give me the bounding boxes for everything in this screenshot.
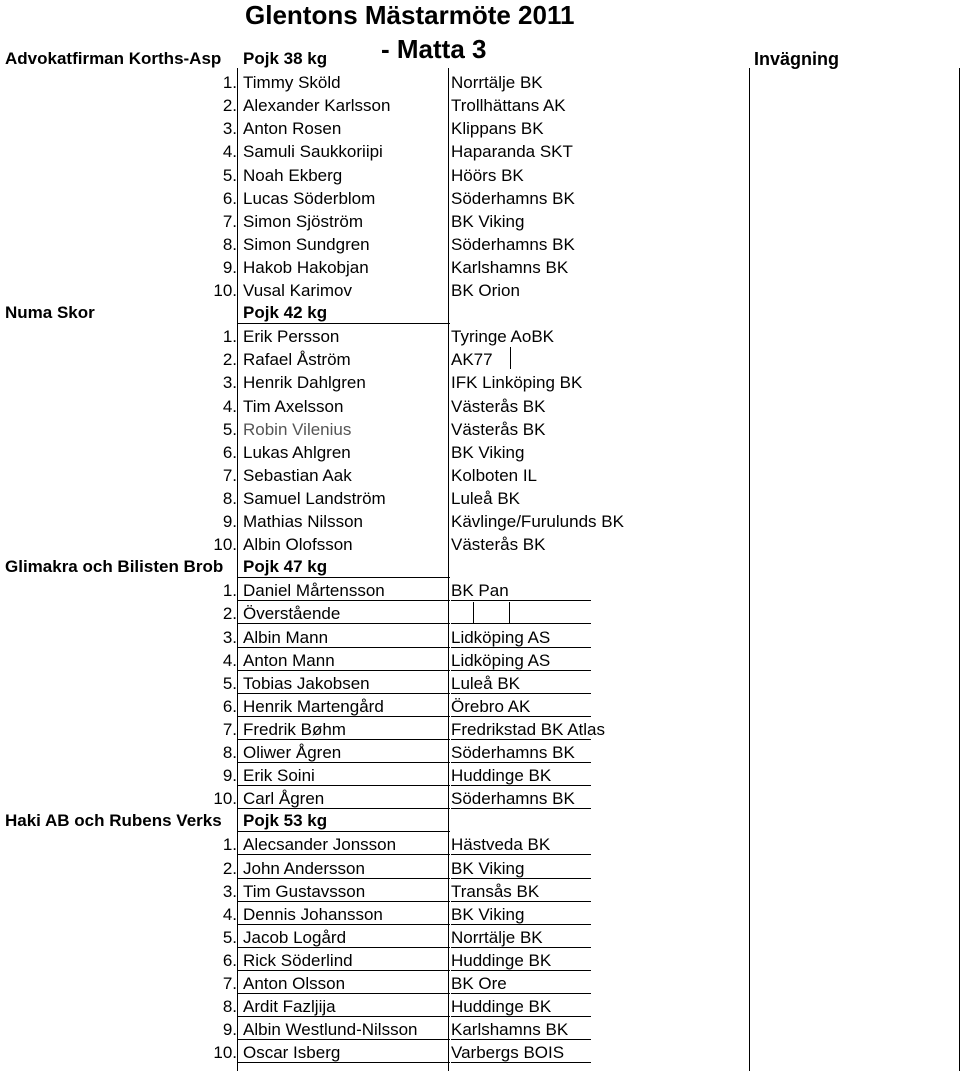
table-row [0, 717, 960, 740]
table-row [0, 879, 960, 902]
wrestler-name: Daniel Mårtensson [243, 581, 385, 601]
placement-number: 9. [222, 512, 237, 531]
grid-line [237, 68, 238, 1071]
wrestler-name: Mathias Nilsson [243, 512, 363, 531]
weight-class: Pojk 47 kg [243, 557, 328, 577]
club-name: BK Pan [451, 581, 509, 601]
placement-number: 9. [222, 1020, 237, 1040]
table-row [0, 740, 960, 763]
table-row [0, 440, 960, 463]
placement-number: 8. [222, 234, 237, 254]
placement-number: 7. [222, 719, 237, 739]
table-row [0, 186, 960, 209]
table-row [0, 70, 960, 93]
table-row [0, 417, 960, 440]
table-row [0, 948, 960, 971]
wrestler-name: Albin Olofsson [243, 535, 353, 555]
table-row [0, 763, 960, 786]
table-row [0, 278, 960, 301]
club-name: Söderhamns BK [451, 188, 575, 208]
placement-number: 1. [222, 327, 237, 347]
wrestler-name: Timmy Sköld [243, 73, 341, 93]
wrestler-name: Henrik Dahlgren [243, 373, 366, 393]
placement-number: 4. [222, 904, 237, 924]
table-row [0, 93, 960, 116]
wrestler-name: Rafael Åström [243, 350, 351, 370]
weight-class: Pojk 38 kg [243, 49, 328, 68]
table-row [0, 902, 960, 925]
placement-number: 5. [222, 927, 237, 947]
club-name: BK Viking [451, 858, 525, 878]
weight-class: Pojk 53 kg [243, 811, 328, 831]
club-name: BK Viking [451, 211, 525, 231]
placement-number: 10. [213, 1043, 237, 1063]
club-name: Västerås BK [451, 419, 546, 439]
cell-border [509, 602, 510, 624]
wrestler-name: Tobias Jakobsen [243, 673, 370, 693]
wrestler-name: Lucas Söderblom [243, 188, 376, 208]
table-row [0, 232, 960, 255]
wrestler-name: Ardit Fazljija [243, 997, 336, 1017]
wrestler-name: Överstående [243, 604, 341, 624]
placement-number: 4. [222, 650, 237, 670]
placement-number: 4. [222, 142, 237, 162]
wrestler-name: Fredrik Bøhm [243, 719, 346, 739]
placement-number: 7. [222, 974, 237, 993]
placement-number: 8. [222, 997, 237, 1017]
table-row [0, 509, 960, 532]
wrestler-name: Vusal Karimov [243, 281, 352, 300]
table-row [0, 648, 960, 671]
wrestler-name: Simon Sundgren [243, 234, 370, 254]
wrestler-name: Sebastian Aak [243, 465, 352, 485]
placement-number: 3. [222, 373, 237, 393]
grid-line [448, 68, 449, 1071]
placement-number: 7. [222, 465, 237, 485]
table-row [0, 786, 960, 809]
table-row [0, 209, 960, 232]
wrestler-name: Lukas Ahlgren [243, 442, 351, 462]
table-row [0, 463, 960, 486]
club-name: BK Viking [451, 904, 525, 924]
placement-number: 3. [222, 881, 237, 901]
table-row [0, 994, 960, 1017]
club-name: Karlshamns BK [451, 1020, 569, 1040]
placement-number: 2. [222, 350, 237, 370]
wrestler-name: Anton Rosen [243, 119, 342, 139]
placement-number: 1. [222, 835, 237, 855]
table-row [0, 971, 960, 994]
cell-border [510, 347, 511, 369]
table-row [0, 486, 960, 509]
club-name: Varbergs BOIS [451, 1043, 565, 1063]
table-row [0, 856, 960, 879]
club-name: Lidköping AS [451, 627, 551, 647]
cell-border [473, 602, 474, 624]
club-name: Tyringe AoBK [451, 327, 555, 347]
weight-class: Pojk 42 kg [243, 303, 328, 323]
placement-number: 10. [213, 535, 237, 555]
club-name: Trollhättans AK [451, 96, 566, 116]
placement-number: 10. [213, 281, 237, 300]
club-name: BK Ore [451, 974, 507, 993]
wrestler-name: Samuel Landström [243, 488, 386, 508]
sponsor-name: Advokatfirman Korths-Asp [5, 49, 222, 68]
club-name: Söderhamns BK [451, 743, 575, 762]
placement-number: 1. [222, 73, 237, 93]
club-name: Västerås BK [451, 535, 546, 555]
weight-class-header [0, 47, 960, 70]
club-name: Söderhamns BK [451, 789, 575, 809]
placement-number: 6. [222, 442, 237, 462]
table-row [0, 578, 960, 601]
wrestler-name: Robin Vilenius [243, 419, 352, 439]
table-row [0, 925, 960, 948]
sponsor-name: Haki AB och Rubens Verks [5, 811, 222, 831]
table-row [0, 625, 960, 648]
wrestler-name: Tim Gustavsson [243, 881, 366, 901]
club-name: Höörs BK [451, 165, 524, 185]
table-row [0, 116, 960, 139]
club-name: Kävlinge/Furulunds BK [451, 512, 624, 531]
club-name: Luleå BK [451, 488, 520, 508]
weight-class-header [0, 809, 960, 832]
placement-number: 5. [222, 419, 237, 439]
wrestler-name: Alexander Karlsson [243, 96, 391, 116]
club-name: Lidköping AS [451, 650, 551, 670]
wrestler-name: Dennis Johansson [243, 904, 383, 924]
table-row [0, 255, 960, 278]
placement-number: 1. [222, 581, 237, 601]
table-row [0, 532, 960, 555]
wrestler-name: Albin Westlund-Nilsson [243, 1020, 418, 1040]
wrestler-name: Carl Ågren [243, 789, 325, 809]
wrestler-name: Anton Olsson [243, 974, 346, 993]
club-name: Örebro AK [451, 696, 531, 716]
club-name: AK77 [451, 350, 493, 370]
wrestler-name: Noah Ekberg [243, 165, 343, 185]
club-name: Huddinge BK [451, 766, 552, 786]
wrestler-name: Rick Söderlind [243, 950, 353, 970]
wrestler-name: Tim Axelsson [243, 396, 344, 416]
placement-number: 5. [222, 673, 237, 693]
club-name: Luleå BK [451, 673, 520, 693]
club-name: Klippans BK [451, 119, 544, 139]
wrestler-name: Oscar Isberg [243, 1043, 341, 1063]
weight-class-header [0, 555, 960, 578]
club-name: Söderhamns BK [451, 234, 575, 254]
wrestler-name: Anton Mann [243, 650, 335, 670]
wrestler-name: Oliwer Ågren [243, 743, 342, 762]
table-row [0, 694, 960, 717]
sponsor-name: Numa Skor [5, 303, 95, 323]
club-name: BK Orion [451, 281, 520, 300]
placement-number: 8. [222, 743, 237, 762]
placement-number: 2. [222, 96, 237, 116]
table-row [0, 370, 960, 393]
table-row [0, 324, 960, 347]
placement-number: 8. [222, 488, 237, 508]
club-name: Kolboten IL [451, 465, 538, 485]
table-row [0, 163, 960, 186]
club-name: Transås BK [451, 881, 540, 901]
mat-label: - Matta 3 [381, 34, 487, 64]
placement-number: 3. [222, 627, 237, 647]
club-name: BK Viking [451, 442, 525, 462]
club-name: Huddinge BK [451, 950, 552, 970]
club-name: Karlshamns BK [451, 257, 569, 277]
wrestler-name: Hakob Hakobjan [243, 257, 369, 277]
page-title: Glentons Mästarmöte 2011 [245, 0, 575, 30]
placement-number: 6. [222, 188, 237, 208]
table-row [0, 832, 960, 855]
wrestler-name: Henrik Martengård [243, 696, 384, 716]
placement-number: 10. [213, 789, 237, 809]
table-row [0, 671, 960, 694]
wrestler-name: Jacob Logård [243, 927, 347, 947]
wrestler-name: Erik Persson [243, 327, 340, 347]
wrestler-name: Alecsander Jonsson [243, 835, 397, 855]
placement-number: 5. [222, 165, 237, 185]
placement-number: 4. [222, 396, 237, 416]
placement-number: 6. [222, 950, 237, 970]
placement-number: 3. [222, 119, 237, 139]
table-row [0, 139, 960, 162]
placement-number: 9. [222, 257, 237, 277]
club-name: Västerås BK [451, 396, 546, 416]
grid-line [749, 68, 750, 1071]
placement-number: 9. [222, 766, 237, 786]
table-row [0, 347, 960, 370]
sponsor-name: Glimakra och Bilisten Brob [5, 557, 224, 577]
placement-number: 2. [222, 604, 237, 624]
club-name: Fredrikstad BK Atlas [451, 719, 606, 739]
table-row [0, 601, 960, 624]
placement-number: 2. [222, 858, 237, 878]
wrestler-name: Simon Sjöström [243, 211, 363, 231]
weight-class-header [0, 301, 960, 324]
table-row [0, 394, 960, 417]
club-name: IFK Linköping BK [451, 373, 583, 393]
wrestler-name: John Andersson [243, 858, 365, 878]
table-row [0, 1017, 960, 1040]
club-name: Norrtälje BK [451, 73, 543, 93]
club-name: Norrtälje BK [451, 927, 543, 947]
weigh-in-header: Invägning [754, 49, 839, 69]
club-name: Haparanda SKT [451, 142, 573, 162]
club-name: Hästveda BK [451, 835, 551, 855]
club-name: Huddinge BK [451, 997, 552, 1017]
table-row [0, 1040, 960, 1063]
placement-number: 6. [222, 696, 237, 716]
wrestler-name: Samuli Saukkoriipi [243, 142, 383, 162]
wrestler-name: Erik Soini [243, 766, 315, 786]
wrestler-name: Albin Mann [243, 627, 329, 647]
placement-number: 7. [222, 211, 237, 231]
